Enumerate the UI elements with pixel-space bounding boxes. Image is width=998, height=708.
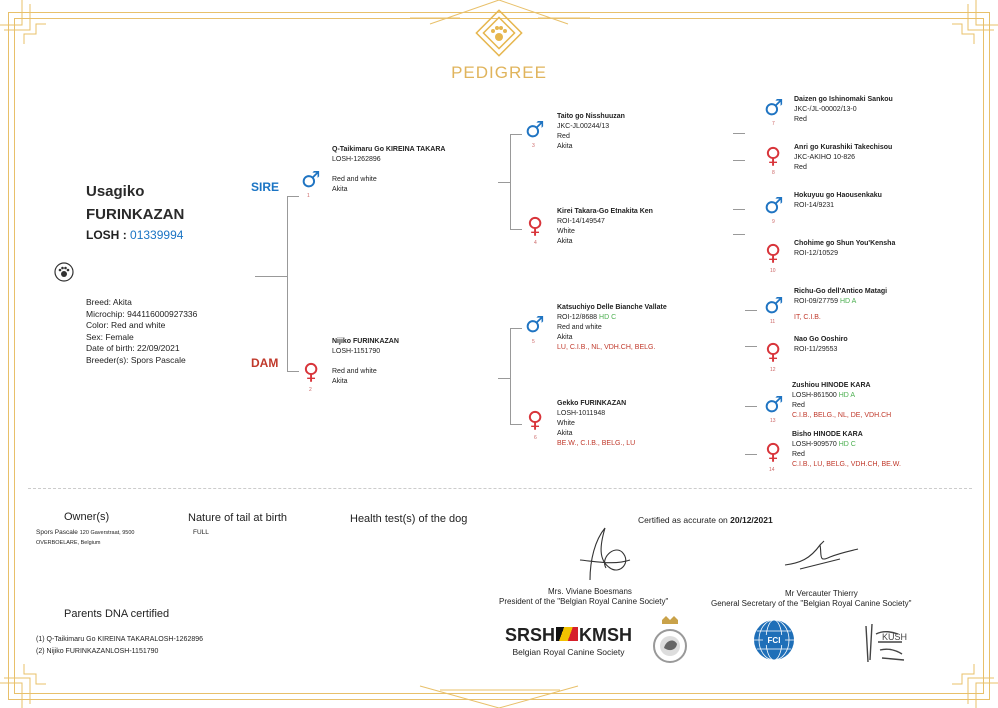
gen3-reg: ROI-09/27759 bbox=[794, 298, 838, 305]
dam-label: DAM bbox=[251, 356, 279, 370]
fci-text: FCI bbox=[767, 636, 781, 645]
tree-line bbox=[510, 229, 522, 230]
detail-color: Color: Red and white bbox=[86, 320, 166, 331]
female-icon: ♀ bbox=[765, 440, 782, 465]
gen2-name: Katsuchiyo Delle Bianche Vallate bbox=[557, 304, 667, 311]
gen3-reg: JKC-AKIHO 10-826 bbox=[794, 154, 856, 161]
tree-line bbox=[733, 160, 745, 161]
gen3-color: Red bbox=[794, 164, 807, 171]
dam-reg: LOSH-1151790 bbox=[332, 348, 381, 355]
gen3-reg: ROI-11/29553 bbox=[794, 346, 838, 353]
dog-name: Usagiko bbox=[86, 183, 145, 200]
female-icon: ♀ bbox=[765, 144, 782, 169]
gen2-node bbox=[557, 207, 653, 247]
tree-line bbox=[510, 134, 522, 135]
sig2-title: General Secretary of the "Belgian Royal Canine Society" bbox=[711, 599, 912, 608]
tree-line bbox=[745, 406, 757, 407]
male-icon: ♂ bbox=[525, 313, 545, 338]
owner-info bbox=[36, 528, 134, 548]
sig1-name: Mrs. Viviane Boesmans bbox=[548, 587, 632, 596]
gen2-titles: LU, C.I.B., NL, VDH.CH, BELG. bbox=[557, 344, 656, 351]
detail-sex: Sex: Female bbox=[86, 331, 134, 342]
tree-line bbox=[255, 276, 287, 277]
gen3-name: Daizen go Ishinomaki Sankou bbox=[794, 96, 893, 103]
gen2-health: HD C bbox=[599, 314, 617, 321]
kmsh-text: KMSH bbox=[579, 625, 633, 645]
gen3-titles: IT, C.I.B. bbox=[794, 314, 821, 321]
gen3-health: HD A bbox=[839, 298, 857, 305]
paw-icon bbox=[54, 262, 74, 282]
gen3-name: Nao Go Ooshiro bbox=[794, 336, 848, 343]
gen3-node bbox=[794, 143, 892, 173]
node-number: 9 bbox=[772, 219, 775, 225]
certified-text bbox=[638, 515, 773, 525]
sig1-title: President of the "Belgian Royal Canine Society" bbox=[499, 597, 669, 606]
sire-name: Q-Taikimaru Go KIREINA TAKARA bbox=[332, 146, 446, 153]
gen2-reg: ROI-14/149547 bbox=[557, 218, 605, 225]
tree-line bbox=[510, 328, 522, 329]
gen2-reg: LOSH-1011948 bbox=[557, 410, 606, 417]
node-number: 8 bbox=[772, 170, 775, 176]
gen2-reg: JKC-JL00244/13 bbox=[557, 123, 610, 130]
tail-value: FULL bbox=[193, 529, 209, 536]
gen3-node bbox=[794, 191, 882, 211]
srsh-subtitle: Belgian Royal Canine Society bbox=[512, 647, 625, 657]
pedigree-emblem-icon bbox=[468, 2, 530, 64]
tree-line bbox=[745, 454, 757, 455]
tree-line bbox=[733, 234, 745, 235]
srsh-logo bbox=[505, 625, 632, 657]
sire-color: Red and white bbox=[332, 176, 377, 183]
gen3-reg: ROI-12/10529 bbox=[794, 250, 838, 257]
gen3-node bbox=[794, 335, 848, 355]
sire-breed: Akita bbox=[332, 186, 348, 193]
gen3-name: Bisho HINODE KARA bbox=[792, 431, 863, 438]
gen3-node bbox=[794, 239, 895, 259]
gen2-breed: Akita bbox=[557, 334, 573, 341]
dam-breed: Akita bbox=[332, 378, 348, 385]
female-icon: ♀ bbox=[527, 408, 544, 433]
gen2-node bbox=[557, 112, 625, 152]
reg-label: LOSH bbox=[86, 228, 120, 242]
male-icon: ♂ bbox=[764, 96, 784, 121]
gen3-name: Chohime go Shun You'Kensha bbox=[794, 240, 896, 247]
tree-line bbox=[745, 346, 757, 347]
node-number: 2 bbox=[309, 387, 312, 393]
owner-address-2: OVERBOELARE, Belgium bbox=[36, 540, 101, 546]
reg-sep: : bbox=[122, 228, 127, 242]
tree-line bbox=[745, 310, 757, 311]
node-number: 14 bbox=[769, 467, 775, 473]
male-icon: ♂ bbox=[525, 118, 545, 143]
gen2-breed: Akita bbox=[557, 238, 573, 245]
female-icon: ♀ bbox=[527, 214, 544, 239]
gen2-name: Gekko FURINKAZAN bbox=[557, 400, 627, 407]
gen2-color: White bbox=[557, 420, 575, 427]
detail-microchip: Microchip: 944116000927336 bbox=[86, 308, 198, 319]
node-number: 7 bbox=[772, 121, 775, 127]
cert-label: Certified as accurate on bbox=[638, 515, 728, 525]
dna-heading: Parents DNA certified bbox=[64, 608, 170, 620]
dog-registration bbox=[86, 228, 183, 242]
gen3-name: Hokuyuu go Haousenkaku bbox=[794, 192, 882, 199]
male-icon: ♂ bbox=[764, 194, 784, 219]
gen2-color: White bbox=[557, 228, 575, 235]
gen2-name: Taito go Nisshuuzan bbox=[557, 113, 625, 120]
male-icon: ♂ bbox=[764, 294, 784, 319]
male-icon: ♂ bbox=[764, 393, 784, 418]
gen3-color: Red bbox=[792, 402, 805, 409]
dna-list bbox=[36, 634, 203, 658]
gen3-node bbox=[792, 430, 901, 470]
svg-text:KUSH: KUSH bbox=[882, 632, 908, 642]
dam-name: Nijiko FURINKAZAN bbox=[332, 338, 399, 345]
flag-stripes-icon bbox=[556, 627, 578, 641]
owner-address: 120 Gaverstraat, 9500 bbox=[79, 530, 135, 536]
owner-name: Spors Pascale bbox=[36, 529, 78, 536]
health-heading: Health test(s) of the dog bbox=[350, 513, 468, 525]
gen2-breed: Akita bbox=[557, 430, 573, 437]
reg-number: 01339994 bbox=[130, 228, 184, 242]
tree-line bbox=[733, 133, 745, 134]
gen3-color: Red bbox=[794, 116, 807, 123]
gen3-name: Anri go Kurashiki Takechisou bbox=[794, 144, 893, 151]
dam-node bbox=[332, 337, 399, 387]
kush-logo-icon bbox=[858, 620, 908, 666]
sire-reg: LOSH-1262896 bbox=[332, 156, 381, 163]
gen3-titles: C.I.B., LU, BELG., VDH.CH, BE.W. bbox=[792, 461, 901, 468]
detail-breeder: Breeder(s): Spors Pascale bbox=[86, 354, 186, 365]
node-number: 3 bbox=[532, 143, 535, 149]
sig2-name: Mr Vercauter Thierry bbox=[785, 589, 858, 598]
sire-label: SIRE bbox=[251, 180, 280, 194]
detail-dob: Date of birth: 22/09/2021 bbox=[86, 343, 180, 354]
node-number: 10 bbox=[770, 268, 776, 274]
gen3-name: Zushiou HINODE KARA bbox=[792, 382, 871, 389]
srsh-text: SRSH bbox=[505, 625, 556, 645]
signature-secretary bbox=[780, 535, 860, 575]
node-number: 12 bbox=[770, 367, 776, 373]
gen2-breed: Akita bbox=[557, 143, 573, 150]
gen2-name: Kirei Takara-Go Etnakita Ken bbox=[557, 208, 653, 215]
tree-line bbox=[498, 182, 510, 183]
tree-line bbox=[287, 371, 299, 372]
gen3-name: Richu-Go dell'Antico Matagi bbox=[794, 288, 888, 295]
gen2-node bbox=[557, 303, 667, 353]
gen3-reg: ROI-14/9231 bbox=[794, 202, 835, 209]
tree-line bbox=[287, 196, 299, 197]
gen3-color: Red bbox=[792, 451, 805, 458]
gen2-color: Red bbox=[557, 133, 570, 140]
female-icon: ♀ bbox=[303, 360, 320, 385]
gen3-reg: LOSH-909570 bbox=[792, 441, 837, 448]
gen2-titles: BE.W., C.I.B., BELG., LU bbox=[557, 440, 636, 447]
detail-breed: Breed: Akita bbox=[86, 297, 132, 307]
gen3-node bbox=[794, 287, 887, 329]
dna-item: (2) Nijiko FURINKAZANLOSH-1151790 bbox=[36, 648, 159, 655]
gen3-reg: LOSH-861500 bbox=[792, 392, 837, 399]
tail-heading: Nature of tail at birth bbox=[188, 512, 288, 524]
page-title: PEDIGREE bbox=[451, 63, 547, 82]
node-number: 6 bbox=[534, 435, 537, 441]
node-number: 11 bbox=[770, 319, 776, 325]
gen3-health: HD A bbox=[838, 392, 856, 399]
royal-crest-icon bbox=[650, 614, 690, 670]
tree-line bbox=[498, 378, 510, 379]
sire-node bbox=[332, 145, 445, 195]
gen3-node bbox=[792, 381, 891, 421]
dna-item: (1) Q-Taikimaru Go KIREINA TAKARALOSH-1262896 bbox=[36, 636, 204, 643]
cert-date: 20/12/2021 bbox=[730, 515, 773, 525]
female-icon: ♀ bbox=[765, 241, 782, 266]
male-icon: ♂ bbox=[301, 168, 321, 193]
divider bbox=[28, 488, 972, 489]
gen3-node bbox=[794, 95, 893, 125]
node-number: 13 bbox=[770, 418, 776, 424]
gen3-titles: C.I.B., BELG., NL, DE, VDH.CH bbox=[792, 412, 892, 419]
female-icon: ♀ bbox=[765, 340, 782, 365]
owner-heading: Owner(s) bbox=[64, 511, 110, 523]
tree-line bbox=[733, 209, 745, 210]
gen2-reg: ROI-12/8688 bbox=[557, 314, 598, 321]
gen3-health: HD C bbox=[838, 441, 856, 448]
tree-line bbox=[510, 424, 522, 425]
signature-president bbox=[570, 520, 640, 582]
gen2-node bbox=[557, 399, 635, 449]
gen3-reg: JKC-/JL-00002/13-0 bbox=[794, 106, 857, 113]
dog-details bbox=[86, 297, 197, 367]
gen2-color: Red and white bbox=[557, 324, 602, 331]
dam-color: Red and white bbox=[332, 368, 377, 375]
node-number: 4 bbox=[534, 240, 537, 246]
tree-line bbox=[510, 328, 511, 424]
tree-line bbox=[510, 134, 511, 229]
node-number: 1 bbox=[307, 193, 310, 199]
tree-line bbox=[287, 196, 288, 371]
dog-surname: FURINKAZAN bbox=[86, 206, 185, 223]
node-number: 5 bbox=[532, 339, 535, 345]
